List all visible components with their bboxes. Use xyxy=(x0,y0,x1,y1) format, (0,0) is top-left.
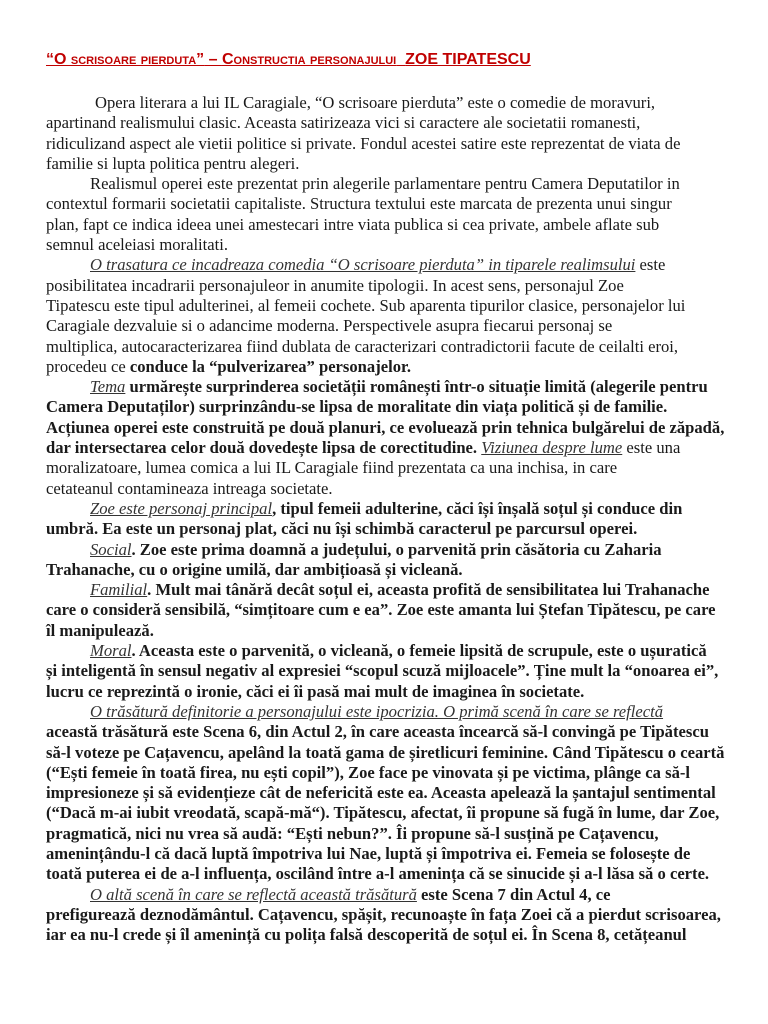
text-segment: ridiculizand aspect ale vietii politice si private. Fondul acestei satire este reprezentat de viata de xyxy=(46,133,681,153)
text-line xyxy=(46,215,728,235)
text-line xyxy=(46,580,728,600)
title-work-name: “O scrisoare pierduta” xyxy=(46,51,205,68)
text-segment: posibilitatea incadrarii personajuleor in anumite tipologii. In acest sens, personajul Zoe xyxy=(46,275,624,295)
text-line xyxy=(46,844,728,864)
text-segment: Realismul operei este prezentat prin alegerile parlamentare pentru Camera Deputatilor in xyxy=(90,174,680,194)
highlighted-phrase: Tema xyxy=(90,377,126,397)
text-segment: umbră. Ea este un personaj plat, căci nu își schimbă caracterul pe parcursul operei. xyxy=(46,519,638,539)
text-line xyxy=(46,540,728,560)
text-segment: moralizatoare, lumea comica a lui IL Caragiale fiind prezentata ca una inchisa, in care xyxy=(46,458,618,478)
text-segment: contextul formarii societatii capitaliste. Structura textului este marcata de prezenta unui singur xyxy=(46,194,672,214)
text-line xyxy=(46,479,728,499)
text-segment: conduce la “pulverizarea” personajelor. xyxy=(129,356,411,376)
highlighted-phrase: Social xyxy=(90,539,132,559)
text-line xyxy=(46,783,728,803)
document-body xyxy=(46,93,728,945)
text-line xyxy=(46,194,728,214)
text-segment: Acțiunea operei este construită pe două planuri, ce evoluează prin tehnica bulgărelui de zăpadă, xyxy=(46,417,725,437)
highlighted-phrase: O trasatura ce incadreaza comedia “O scrisoare pierduta” in tiparele realimsului xyxy=(90,255,636,275)
text-segment: . Mult mai tânără decât soțul ei, aceasta profită de sensibilitatea lui Trahanache xyxy=(147,580,710,600)
text-line xyxy=(46,235,728,255)
text-segment: Camera Deputaților) surprinzându-se lipsa de moralitate din viața politică și de familie. xyxy=(46,397,668,417)
text-segment: este xyxy=(635,255,666,275)
text-segment: cetateanul contamineaza intreaga societate. xyxy=(46,478,333,498)
text-line xyxy=(46,621,728,641)
text-line xyxy=(46,174,728,194)
text-segment: , tipul femeii adulterine, căci își înșală soțul și conduce din xyxy=(272,498,683,518)
text-line xyxy=(46,154,728,174)
text-line xyxy=(46,864,728,884)
text-line xyxy=(46,722,728,742)
title-character: ZOE TIPATESCU xyxy=(405,51,531,68)
highlighted-phrase: Moral xyxy=(90,641,132,661)
text-segment: este una xyxy=(622,438,681,458)
text-segment: iar ea nu-l crede și îl amenință cu polița falsă descoperită de soțul ei. În Scena 8, cetățeanul xyxy=(46,925,687,945)
text-line xyxy=(46,763,728,783)
text-segment: procedeu ce xyxy=(46,356,130,376)
highlighted-phrase: Familial xyxy=(90,580,148,600)
text-line xyxy=(46,743,728,763)
text-line xyxy=(46,560,728,580)
text-line xyxy=(46,519,728,539)
text-line xyxy=(46,925,728,945)
text-line xyxy=(46,255,728,275)
text-segment: dar intersectarea celor două dovedește lipsa de corectitudine. xyxy=(46,438,478,458)
text-line xyxy=(46,296,728,316)
text-line xyxy=(46,641,728,661)
text-segment: Trahanache, cu o origine umilă, dar ambițioasă și vicleană. xyxy=(46,559,463,579)
text-segment: familie si lupta politica pentru alegeri. xyxy=(46,153,300,173)
text-segment: urmărește surprinderea societății românești într-o situație limită (alegerile pentru xyxy=(125,377,708,397)
text-segment: lucru ce reprezintă o ironie, căci ei îi pasă mai mult de imaginea în societate. xyxy=(46,681,585,701)
text-segment: plan, fapt ce indica ideea unei amestecari intre viata publica si cea private, ambele aflate sub xyxy=(46,214,660,234)
text-segment: multiplica, autocaracterizarea fiind dublata de caracterizari contradictorii facute de ceilalti eroi, xyxy=(46,336,679,356)
text-segment: prefigurează deznodământul. Cațavencu, spășit, recunoaște în fața Zoei că a pierdut scrisoarea, xyxy=(46,904,721,924)
text-line xyxy=(46,316,728,336)
text-segment: îl manipulează. xyxy=(46,620,154,640)
highlighted-phrase: O trăsătură definitorie a personajului este ipocrizia. O primă scenă în care se reflectă xyxy=(90,701,664,721)
text-segment: care o consideră sensibilă, “simțitoare cum e ea”. Zoe este amanta lui Ștefan Tipătescu, pe care xyxy=(46,600,716,620)
text-line xyxy=(46,499,728,519)
text-segment: (“Dacă m-ai iubit vreodată, scapă-mă“). Tipătescu, afectat, îi propune să fugă în lume, dar Zoe, xyxy=(46,803,720,823)
text-line xyxy=(46,458,728,478)
text-segment: și inteligentă în sensul negativ al expresiei “scopul scuză mijloacele”. Ține mult la “onoarea ei”, xyxy=(46,661,719,681)
text-line xyxy=(46,134,728,154)
text-line xyxy=(46,702,728,722)
text-line xyxy=(46,600,728,620)
text-line xyxy=(46,276,728,296)
text-segment: pragmatică, nici nu vrea să audă: “Ești nebun?”. Îi propune să-l susțină pe Cațavencu, xyxy=(46,823,659,843)
text-segment: Opera literara a lui IL Caragiale, “O scrisoare pierduta” este o comedie de moravuri, xyxy=(95,93,656,112)
text-line xyxy=(46,661,728,681)
text-segment: Caragiale dezvaluie si o adancime moderna. Perspectivele asupra fiecarui personaj se xyxy=(46,316,613,336)
text-line xyxy=(46,803,728,823)
text-line xyxy=(46,824,728,844)
text-line xyxy=(46,337,728,357)
text-segment: să-l voteze pe Cațavencu, apelând la toată gama de șiretlicuri feminine. Când Tipătescu o ceartă xyxy=(46,742,725,762)
title-dash: – xyxy=(204,51,222,68)
text-segment: semnul aceleiasi moralitati. xyxy=(46,235,229,255)
text-segment: . Aceasta este o parvenită, o vicleană, o femeie lipsită de scrupule, este o ușuratică xyxy=(131,641,707,661)
text-line xyxy=(46,905,728,925)
text-segment: Tipatescu este tipul adulterinei, al femeii cochete. Sub aparenta tipurilor clasice, personajelor lui xyxy=(46,295,686,315)
highlighted-phrase: Zoe este personaj principal xyxy=(90,498,273,518)
text-line xyxy=(46,93,728,113)
text-line xyxy=(46,885,728,905)
text-segment: . Zoe este prima doamnă a județului, o parvenită prin căsătoria cu Zaharia xyxy=(131,539,662,559)
text-line xyxy=(46,397,728,417)
text-segment: apartinand realismului clasic. Aceasta satirizeaza vici si caractere ale societatii romanesti, xyxy=(46,113,641,133)
text-line xyxy=(46,377,728,397)
text-segment: această trăsătură este Scena 6, din Actul 2, în care aceasta încearcă să-l convingă pe Tipătescu xyxy=(46,722,709,742)
text-segment: toată puterea ei de a-l influența, oscilând între a-l amenința că se sinucide și a-l lăsa să o certe. xyxy=(46,864,710,884)
text-line xyxy=(46,357,728,377)
highlighted-phrase: Viziunea despre lume xyxy=(481,438,623,458)
text-segment: (“Ești femeie în toată firea, nu ești copil”), Zoe face pe vinovata și pe victima, plânge ca să-l xyxy=(46,762,690,782)
document-title xyxy=(46,49,746,71)
text-line xyxy=(46,418,728,438)
title-subject: Constructia personajului xyxy=(221,51,397,68)
text-segment: impresioneze și să evidențieze cât de nefericită este ea. Aceasta apelează la șantajul sentimental xyxy=(46,783,716,803)
text-line xyxy=(46,682,728,702)
text-segment: este Scena 7 din Actul 4, ce xyxy=(416,884,611,904)
text-line xyxy=(46,113,728,133)
text-segment: amenințându-l că dacă luptă împotriva lui Nae, luptă și împotriva ei. Femeia se folosește de xyxy=(46,843,691,863)
text-line xyxy=(46,438,728,458)
highlighted-phrase: O altă scenă în care se reflectă această trăsătură xyxy=(90,884,417,904)
